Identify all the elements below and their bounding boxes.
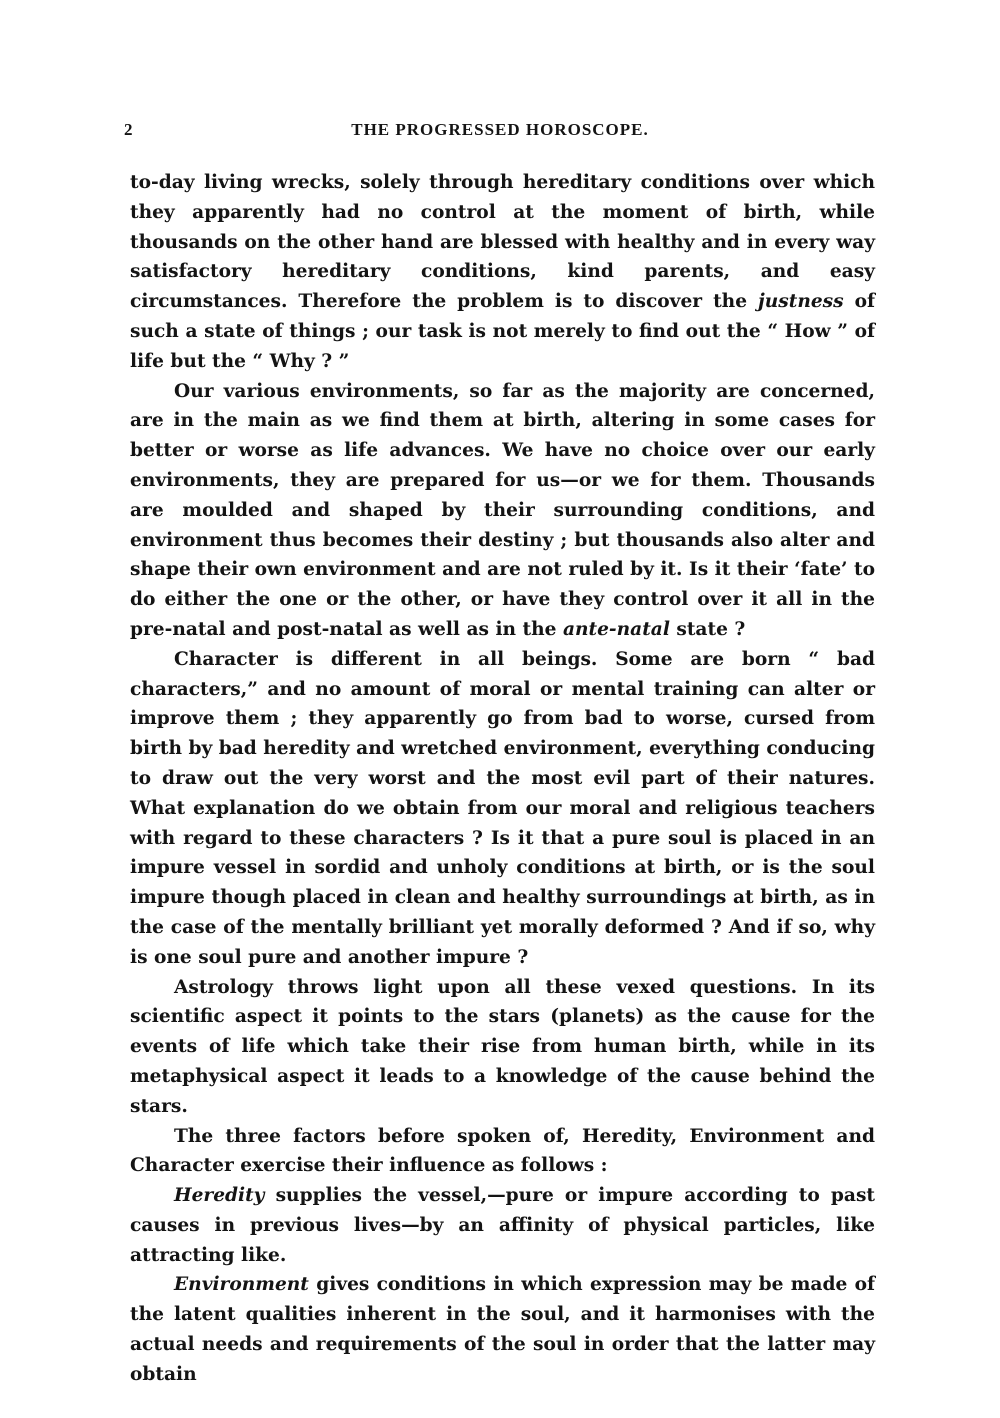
paragraph (130, 168, 875, 377)
paragraph (130, 1181, 875, 1270)
paragraph-text: state ? (669, 618, 746, 640)
paragraph-text: supplies the vessel,—pure or impure according to past causes in previous lives—by an affinity of physical particles, like attracting like. (130, 1185, 875, 1266)
page-number: 2 (124, 120, 134, 139)
paragraph-text: gives conditions in which expression may be made of the latent qualities inherent in the soul, and it harmonises with the actual needs and requirements of the soul in order that the latter may obtain (130, 1274, 875, 1385)
paragraph (130, 377, 875, 645)
paragraph-text: Astrology throws light upon all these vexed questions. In its scientific aspect it points to the stars (planets) as the cause for the events of life which take their rise from human birth, while in its metaphysical aspect it leads to a knowledge of the cause behind the stars. (130, 976, 875, 1117)
paragraph (130, 1122, 875, 1182)
italic-term: ante-natal (562, 618, 670, 640)
paragraph-text: The three factors before spoken of, Heredity, Environment and Character exercise their influence as follows : (130, 1125, 875, 1177)
running-title: THE PROGRESSED HOROSCOPE. (351, 120, 649, 139)
italic-term: Environment (174, 1274, 309, 1296)
paragraph-text: of such a state of things ; our task is not merely to find out the “ How ” of life but the “ Why ? ” (130, 291, 875, 372)
body-text (130, 168, 875, 1390)
paragraph (130, 1270, 875, 1389)
paragraph (130, 645, 875, 973)
paragraph-text: to-day living wrecks, solely through hereditary conditions over which they apparently had no control at the moment of birth, while thousands on the other hand are blessed with healthy and in every way satisfactory hereditary conditions, kind parents, and easy circumstances. Therefore the problem is to discover the (130, 172, 875, 313)
italic-term: justness (758, 291, 844, 313)
page-header (124, 120, 876, 144)
paragraph-text: Our various environments, so far as the majority are concerned, are in the main as we find them at birth, altering in some cases for better or worse as life advances. We have no choice over our early environments, they are prepared for us—or we for them. Thousands are moulded and shaped by their surrounding conditions, and environment thus becomes their destiny ; but thousands also alter and shape their own environment and are not ruled by it. Is it their ‘fate’ to do either the one or the other, or have they control over it all in the pre-natal and post-natal as well as in the (130, 380, 875, 640)
paragraph (130, 973, 875, 1122)
italic-term: Heredity (174, 1185, 265, 1207)
paragraph-text: Character is different in all beings. Some are born “ bad characters,” and no amount of moral or mental training can alter or improve them ; they apparently go from bad to worse, cursed from birth by bad heredity and wretched environment, everything conducing to draw out the very worst and the most evil part of their natures. What explanation do we obtain from our moral and religious teachers with regard to these characters ? Is it that a pure soul is placed in an impure vessel in sordid and unholy conditions at birth, or is the soul impure though placed in clean and healthy surroundings at birth, as in the case of the mentally brilliant yet morally deformed ? And if so, why is one soul pure and another impure ? (130, 648, 875, 968)
